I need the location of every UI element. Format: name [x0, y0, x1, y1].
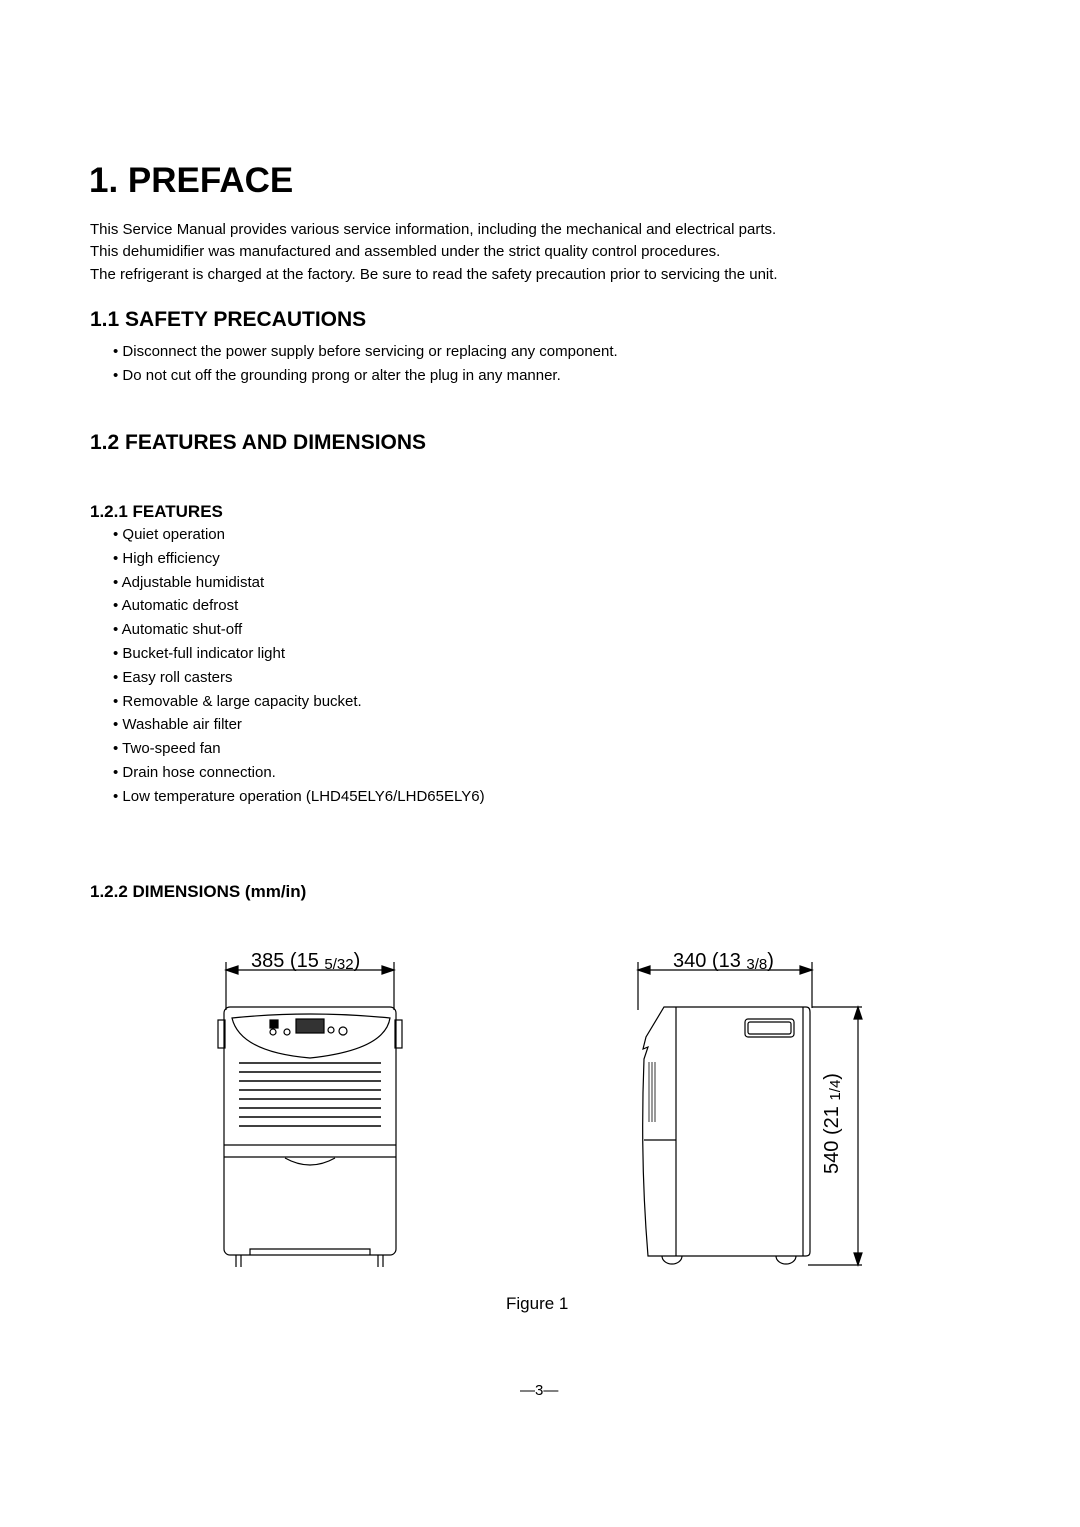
feature-item: • Washable air filter	[113, 716, 242, 733]
feature-item: • Automatic shut-off	[113, 621, 242, 638]
page-title: 1. PREFACE	[89, 161, 294, 200]
feature-item: • Bucket-full indicator light	[113, 645, 285, 662]
figure-caption: Figure 1	[506, 1294, 569, 1313]
feature-item: • Automatic defrost	[113, 597, 238, 614]
feature-item: • Adjustable humidistat	[113, 574, 264, 591]
safety-heading: 1.1 SAFETY PRECAUTIONS	[90, 308, 367, 331]
feature-item: • Drain hose connection.	[113, 764, 276, 781]
side-view-drawing	[638, 962, 862, 1265]
intro-line: This Service Manual provides various service information, including the mechanical and electrical parts.	[90, 221, 777, 238]
feature-item: • Easy roll casters	[113, 669, 232, 686]
features-heading: 1.2.1 FEATURES	[90, 502, 223, 521]
feature-item: • Two-speed fan	[113, 740, 221, 757]
dimensions-heading: 1.2.2 DIMENSIONS (mm/in)	[90, 882, 307, 901]
features-dimensions-heading: 1.2 FEATURES AND DIMENSIONS	[90, 431, 427, 454]
intro-line: The refrigerant is charged at the factory. Be sure to read the safety precaution prior to servicing the unit.	[90, 266, 778, 283]
depth-dimension-label: 340 (13 3/8)	[673, 950, 774, 973]
feature-item: • Low temperature operation (LHD45ELY6/LHD65ELY6)	[113, 788, 485, 805]
safety-item: • Do not cut off the grounding prong or alter the plug in any manner.	[113, 367, 561, 384]
height-dimension-label: 540 (21 1/4)	[820, 1073, 844, 1174]
feature-item: • High efficiency	[113, 550, 220, 567]
page-number: —3—	[520, 1382, 559, 1399]
safety-item: • Disconnect the power supply before servicing or replacing any component.	[113, 343, 618, 360]
feature-item: • Removable & large capacity bucket.	[113, 693, 362, 710]
front-view-drawing	[218, 962, 402, 1267]
width-dimension-label: 385 (15 5/32)	[251, 950, 361, 973]
feature-item: • Quiet operation	[113, 526, 225, 543]
intro-line: This dehumidifier was manufactured and assembled under the strict quality control procedures.	[90, 243, 721, 260]
